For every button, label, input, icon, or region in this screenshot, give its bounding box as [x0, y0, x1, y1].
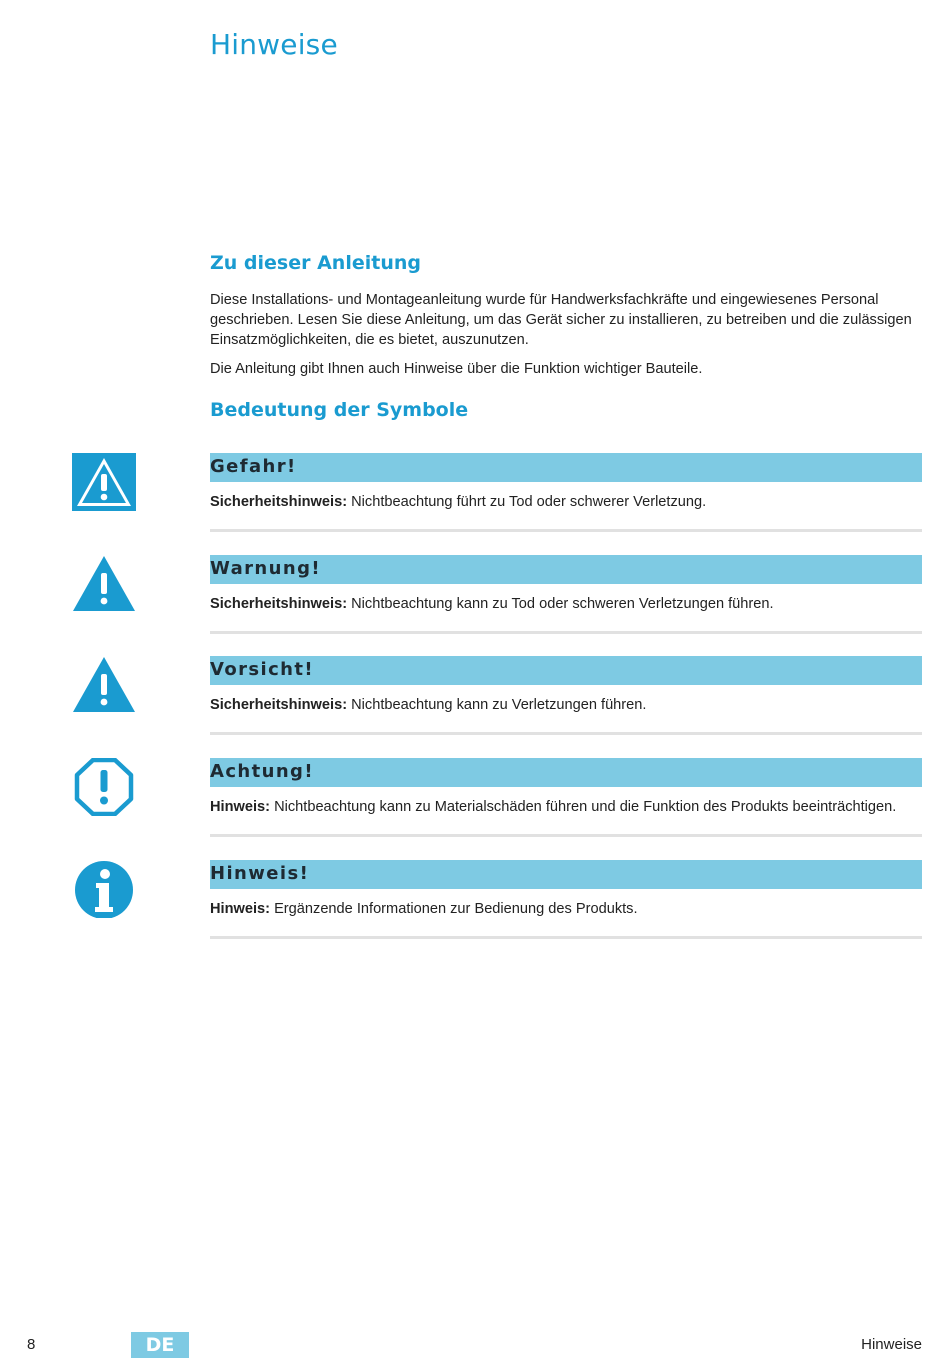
symbol-info-bar	[210, 860, 922, 889]
symbol-danger-title: Gefahr!	[210, 456, 297, 477]
symbol-caution-bar	[210, 656, 922, 685]
symbol-info-title: Hinweis!	[210, 863, 310, 884]
page-number: 8	[27, 1336, 36, 1353]
symbol-danger-label: Sicherheitshinweis:	[210, 494, 348, 510]
symbol-danger-bar	[210, 453, 922, 482]
about-paragraph-1: Diese Installations- und Montageanleitung wurde für Handwerksfachkräfte und eingewiesenes Personal geschrieben. Lesen Sie diese Anleitung, um das Gerät sicher zu installieren, zu betreiben und die zulässigen Einsatzmöglichkeiten, die es bietet, auszunutzen.	[210, 292, 912, 348]
symbol-warning-text: Nichtbeachtung kann zu Tod oder schweren Verletzungen führen.	[351, 596, 774, 612]
symbol-danger-description	[210, 494, 950, 510]
footer-section-title: Hinweise	[861, 1336, 922, 1353]
symbol-attention-title: Achtung!	[210, 761, 314, 782]
symbol-caution	[0, 656, 950, 748]
language-badge: DE	[131, 1332, 189, 1358]
caution-triangle-icon	[72, 656, 136, 714]
symbol-caution-label: Sicherheitshinweis:	[210, 697, 348, 713]
symbol-attention-bar	[210, 758, 922, 787]
symbol-warning-label: Sicherheitshinweis:	[210, 596, 348, 612]
page-title: Hinweise	[210, 28, 338, 61]
symbol-info-text: Ergänzende Informationen zur Bedienung des Produkts.	[274, 901, 638, 917]
warning-triangle-icon	[72, 555, 136, 613]
about-heading: Zu dieser Anleitung	[210, 252, 421, 274]
attention-octagon-icon	[72, 758, 136, 816]
symbol-caution-text: Nichtbeachtung kann zu Verletzungen führen.	[351, 697, 647, 713]
danger-square-warning-icon	[72, 453, 136, 511]
divider	[210, 936, 922, 939]
symbol-attention	[0, 758, 950, 850]
symbol-caution-title: Vorsicht!	[210, 659, 314, 680]
symbol-danger-text: Nichtbeachtung führt zu Tod oder schwerer Verletzung.	[351, 494, 707, 510]
symbols-heading: Bedeutung der Symbole	[210, 399, 469, 421]
symbol-info	[0, 860, 950, 952]
symbol-attention-description	[210, 799, 950, 815]
symbol-warning	[0, 555, 950, 647]
symbol-warning-description	[210, 596, 950, 612]
info-circle-icon	[72, 860, 136, 918]
symbol-info-label: Hinweis:	[210, 901, 271, 917]
symbol-caution-description	[210, 697, 950, 713]
symbol-attention-text: Nichtbeachtung kann zu Materialschäden führen und die Funktion des Produkts beeinträchtigen.	[274, 799, 897, 815]
divider	[210, 732, 922, 735]
divider	[210, 631, 922, 634]
symbol-warning-bar	[210, 555, 922, 584]
symbol-danger	[0, 453, 950, 545]
symbol-attention-label: Hinweis:	[210, 799, 271, 815]
symbol-warning-title: Warnung!	[210, 558, 321, 579]
divider	[210, 834, 922, 837]
symbol-info-description	[210, 901, 950, 917]
divider	[210, 529, 922, 532]
about-paragraph-2: Die Anleitung gibt Ihnen auch Hinweise über die Funktion wichtiger Bauteile.	[210, 361, 703, 377]
